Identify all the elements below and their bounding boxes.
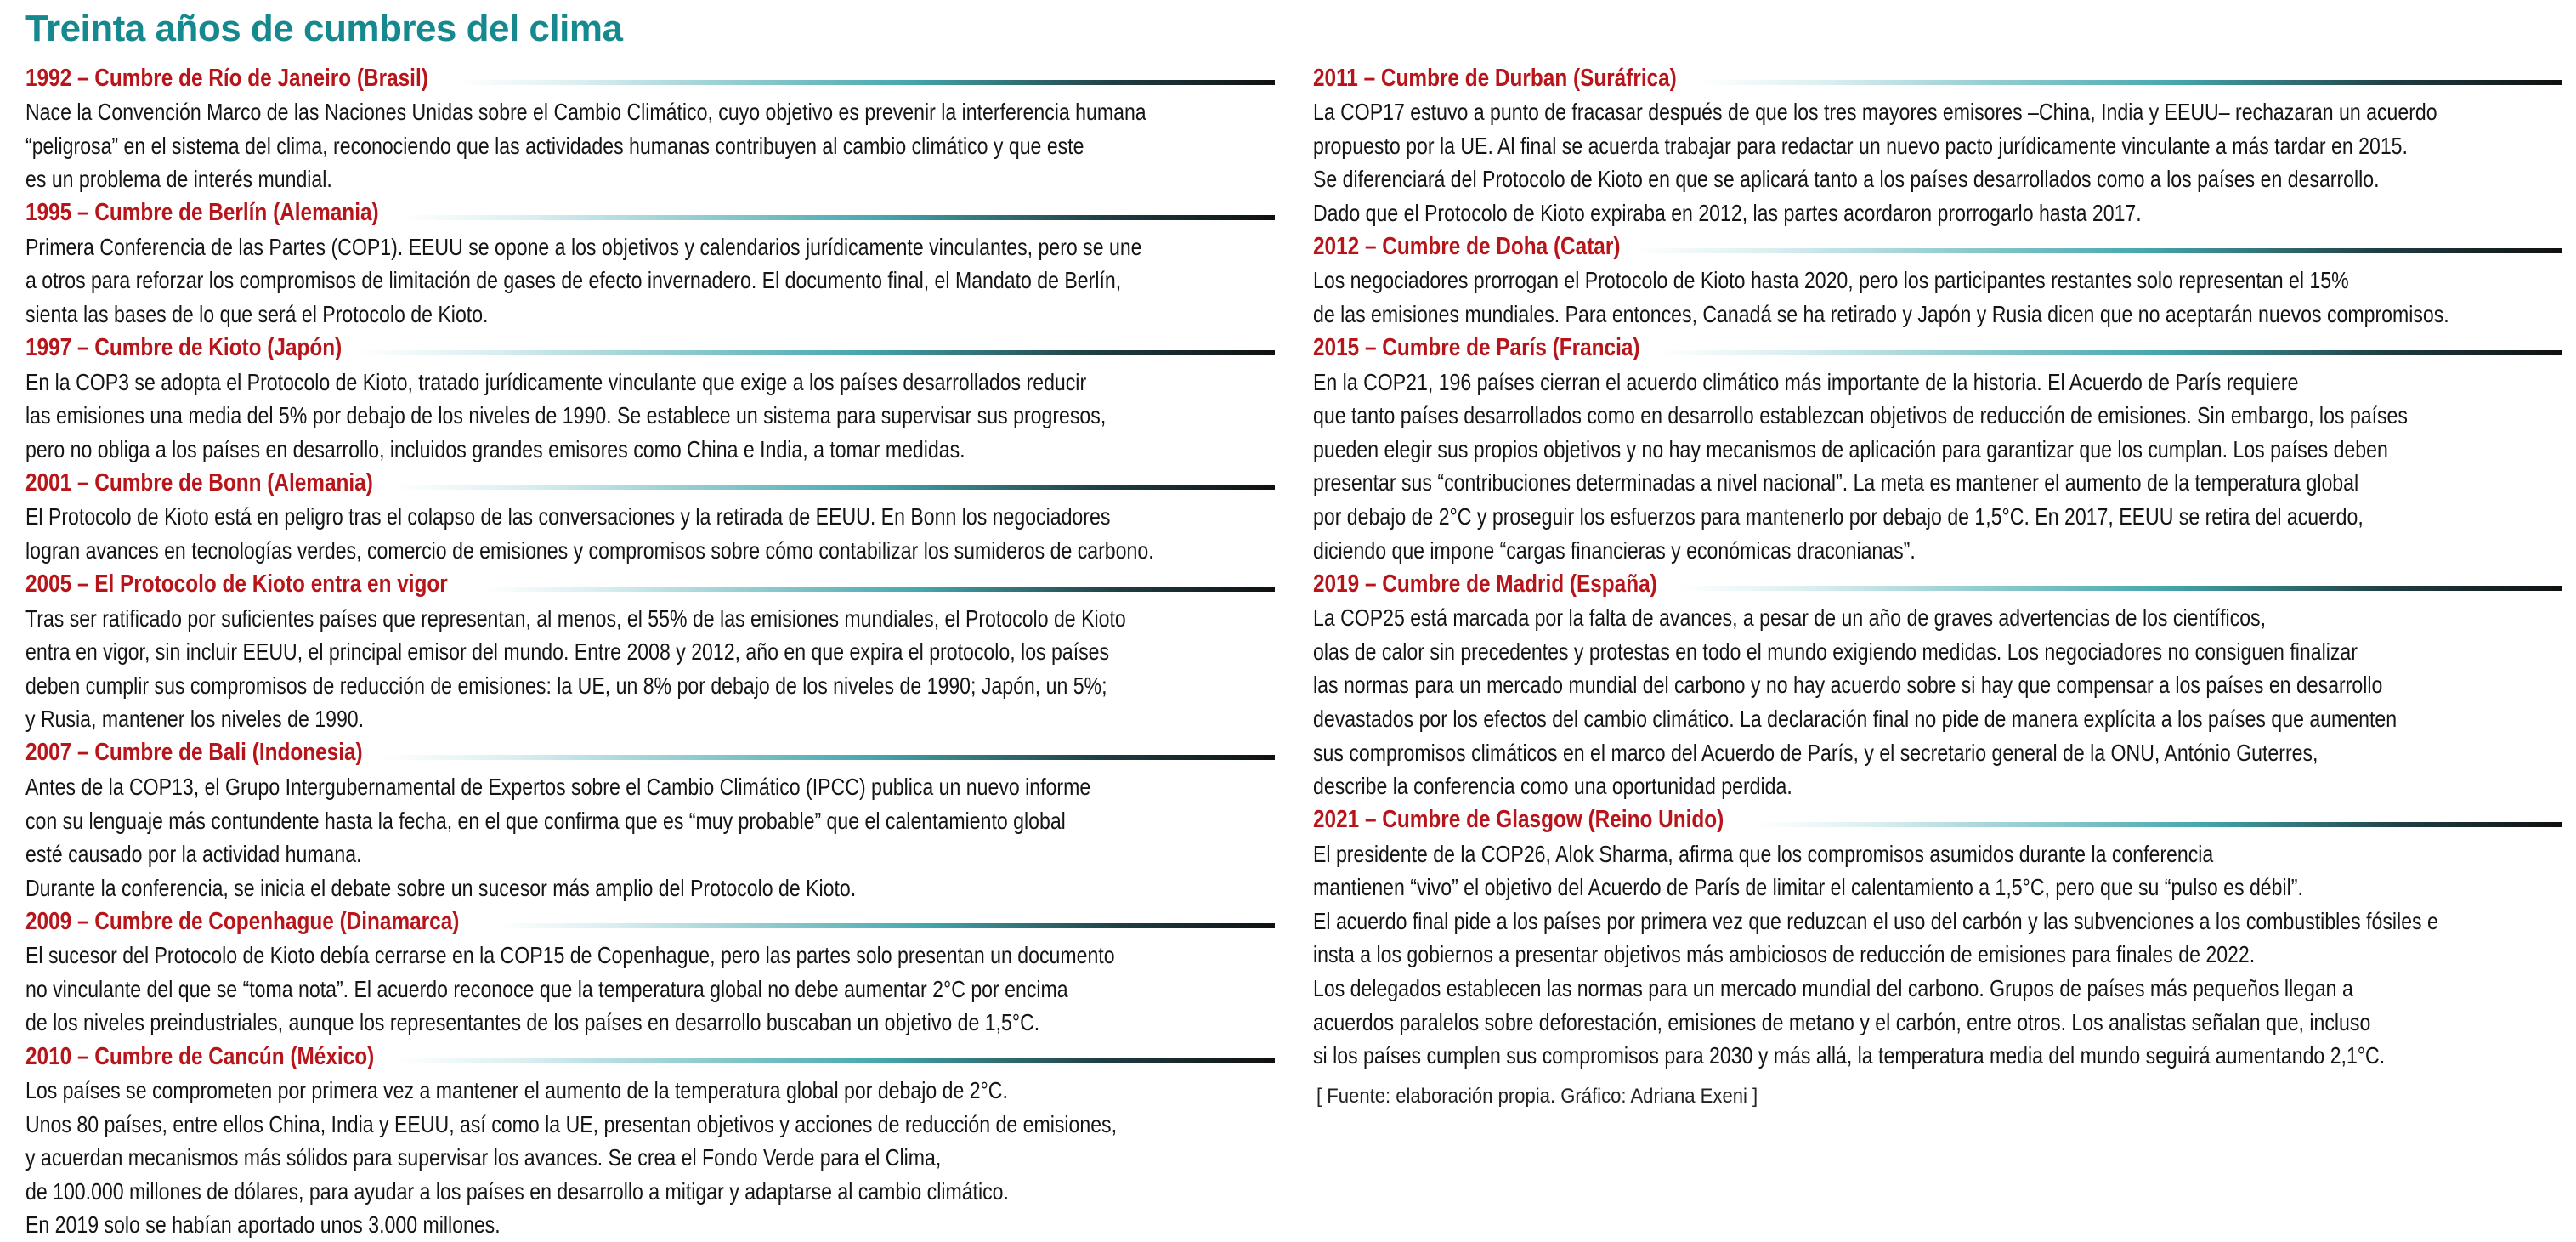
heading-divider [396,1058,1275,1063]
heading-divider [1658,350,2562,355]
entry-2010 [25,1040,1275,1242]
entry-text: Tras ser ratificado por suficientes países que representan, al menos, el 55% de las emisiones mundiales, el Protocolo de Kioto entra en vigor, sin incluir EEUU, el principal emisor del mundo. Entre 2008 y 2012, año en que expira el protocolo, los países deben cumplir sus compromisos de reducción de emisiones: la UE, un 8% por debajo de los niveles de 1990; Japón, un 5%; y Rusia, mantener los niveles de 1990. [25,604,1126,733]
entry-heading: 2009 – Cumbre de Copenhague (Dinamarca) [25,907,460,935]
entry-text: Nace la Convención Marco de las Naciones Unidas sobre el Cambio Climático, cuyo objetivo es prevenir la interferencia humana “peligrosa” en el sistema del clima, reconociendo que las actividades humanas contribuyen al cambio climático y que este es un problema de interés mundial. [25,99,1146,193]
entry-2019 [1313,567,2562,803]
heading-divider [1701,80,2562,85]
entry-heading: 1997 – Cumbre de Kioto (Japón) [25,334,343,362]
entry-text: En la COP3 se adopta el Protocolo de Kioto, tratado jurídicamente vinculante que exige a los países desarrollados reducir las emisiones una media del 5% por debajo de los niveles de 1990. Se establece un sistema para supervisar sus progresos, pero no obliga a los países en desarrollo, incluidos grandes emisores como China e India, a tomar medidas. [25,368,1107,462]
heading-divider [382,755,1275,760]
entry-2009 [25,905,1275,1040]
heading-divider [484,587,1275,592]
entry-2005 [25,568,1275,736]
right-column [1313,61,2562,1109]
source-credit: [ Fuente: elaboración propia. Gráfico: Adriana Exeni ] [1316,1084,1758,1108]
page-title: Treinta años de cumbres del clima [25,8,623,49]
entry-header [25,905,1275,939]
entry-text: La COP25 está marcada por la falta de avances, a pesar de un año de graves advertencias de los científicos, olas de calor sin precedentes y protestas en todo el mundo exigiendo medidas. Los negociadores no consiguen finalizar las normas para un mercado mundial del carbono y no hay acuerdo sobre si hay que compensar a los países en desarrollo devastados por los efectos del cambio climático. La declaración final no pide de manera explícita a los países que aumenten sus compromisos climáticos en el marco del Acuerdo de París, y el secretario general de la ONU, António Guterres, describe la conferencia como una oportunidad perdida. [1313,604,2398,800]
entry-text: El Protocolo de Kioto está en peligro tras el colapso de las conversaciones y la retirada de EEUU. En Bonn los negociadores logran avances en tecnologías verdes, comercio de emisiones y compromisos sobre cómo contabilizar los sumideros de carbono. [25,503,1154,564]
entry-heading: 2021 – Cumbre de Glasgow (Reino Unido) [1313,806,1724,834]
heading-divider [1758,822,2562,827]
entry-header [1313,61,2562,95]
entry-header [1313,567,2562,601]
entry-heading: 2019 – Cumbre de Madrid (España) [1313,570,1657,598]
entry-2007 [25,736,1275,905]
entry-header [1313,332,2562,366]
entry-text: Antes de la COP13, el Grupo Intergubernamental de Expertos sobre el Cambio Climático (IPCC) publica un nuevo informe con su lenguaje más contundente hasta la fecha, en el que confirma que es “muy probable” que el calentamiento global esté causado por la actividad humana. Durante la conferencia, se inicia el debate sobre un sucesor más amplio del Protocolo de Kioto. [25,773,1091,901]
entry-heading: 2005 – El Protocolo de Kioto entra en vigor [25,570,448,598]
entry-text: Primera Conferencia de las Partes (COP1). EEUU se opone a los objetivos y calendarios jurídicamente vinculantes, pero se une a otros para reforzar los compromisos de limitación de gases de efecto invernadero. El documento final, el Mandato de Berlín, sienta las bases de lo que será el Protocolo de Kioto. [25,233,1142,327]
entry-header [25,61,1275,95]
entry-heading: 1992 – Cumbre de Río de Janeiro (Brasil) [25,64,428,92]
entry-header [1313,803,2562,837]
heading-divider [358,350,1275,355]
entry-header [25,568,1275,602]
entry-text: Los países se comprometen por primera vez a mantener el aumento de la temperatura global por debajo de 2°C. Unos 80 países, entre ellos China, India y EEUU, así como la UE, presentan objetivos y acciones de reducción de emisiones, y acuerdan mecanismos más sólidos para supervisar los avances. Se crea el Fondo Verde para el Clima, de 100.000 millones de dólares, para ayudar a los países en desarrollo a mitigar y adaptarse al cambio climático. En 2019 solo se habían aportado unos 3.000 millones. [25,1077,1118,1239]
heading-divider [1634,248,2562,253]
entry-2012 [1313,230,2562,331]
entry-header [25,736,1275,770]
left-column [25,61,1275,1242]
entry-text: En la COP21, 196 países cierran el acuerdo climático más importante de la historia. El Acuerdo de París requiere que tanto países desarrollados como en desarrollo establezcan objetivos de reducción de emisiones. Sin embargo, los países pueden elegir sus propios objetivos y no hay mecanismos de aplicación para garantizar que los cumplan. Los países deben presentar sus “contribuciones determinadas a nivel nacional”. La meta es mantener el aumento de la temperatura global por debajo de 2°C y proseguir los esfuerzos para mantenerlo por debajo de 1,5°C. En 2017, EEUU se retira del acuerdo, diciendo que impone “cargas financieras y económicas draconianas”. [1313,368,2408,564]
heading-divider [1679,586,2562,591]
entry-heading: 2007 – Cumbre de Bali (Indonesia) [25,739,363,767]
entry-header [25,196,1275,230]
entry-heading: 1995 – Cumbre de Berlín (Alemania) [25,199,379,227]
entry-header [25,1040,1275,1074]
entry-header [25,332,1275,366]
entry-text: El sucesor del Protocolo de Kioto debía cerrarse en la COP15 de Copenhague, pero las partes solo presentan un documento no vinculante del que se “toma nota”. El acuerdo reconoce que la temperatura global no debe aumentar 2°C por encima de los niveles preindustriales, aunque los representantes de los países en desarrollo buscaban un objetivo de 1,5°C. [25,942,1115,1036]
entry-heading: 2010 – Cumbre de Cancún (México) [25,1042,375,1070]
entry-2001 [25,466,1275,567]
entry-1997 [25,332,1275,467]
entry-header [25,466,1275,500]
entry-heading: 2015 – Cumbre de París (Francia) [1313,334,1640,362]
entry-text: Los negociadores prorrogan el Protocolo de Kioto hasta 2020, pero los participantes restantes solo representan el 15% de las emisiones mundiales. Para entonces, Canadá se ha retirado y Japón y Rusia dicen que no aceptarán nuevos compromisos. [1313,267,2449,327]
entry-heading: 2012 – Cumbre de Doha (Catar) [1313,232,1621,260]
heading-divider [402,215,1275,220]
entry-header [1313,230,2562,264]
entry-1992 [25,61,1275,196]
entry-1995 [25,196,1275,332]
entry-2011 [1313,61,2562,230]
entry-2021 [1313,803,2562,1073]
heading-divider [395,485,1275,490]
heading-divider [461,80,1275,85]
entry-heading: 2011 – Cumbre de Durban (Suráfrica) [1313,64,1677,92]
heading-divider [498,923,1275,928]
entry-text: La COP17 estuvo a punto de fracasar después de que los tres mayores emisores –China, India y EEUU– rechazaran un acuerdo propuesto por la UE. Al final se acuerda trabajar para redactar un nuevo pacto jurídicamente vinculante a más tardar en 2015. Se diferenciará del Protocolo de Kioto en que se aplicará tanto a los países desarrollados como a los países en desarrollo. Dado que el Protocolo de Kioto expiraba en 2012, las partes acordaron prorrogarlo hasta 2017. [1313,99,2437,226]
entry-text: El presidente de la COP26, Alok Sharma, afirma que los compromisos asumidos durante la conferencia mantienen “vivo” el objetivo del Acuerdo de París de limitar el calentamiento a 1,5°C, pero que su “pulso es débil”. El acuerdo final pide a los países por primera vez que reduzcan el uso del carbón y las subvenciones a los combustibles fósiles e insta a los gobiernos a presentar objetivos más ambiciosos de reducción de emisiones para finales de 2022. Los delegados establecen las normas para un mercado mundial del carbono. Grupos de países más pequeños llegan a acuerdos paralelos sobre deforestación, emisiones de metano y el carbón, entre otros. Los analistas señalan que, incluso si los países cumplen sus compromisos para 2030 y más allá, la temperatura media del mundo seguirá aumentando 2,1°C. [1313,840,2438,1069]
entry-heading: 2001 – Cumbre de Bonn (Alemania) [25,468,373,496]
entry-2015 [1313,332,2562,568]
